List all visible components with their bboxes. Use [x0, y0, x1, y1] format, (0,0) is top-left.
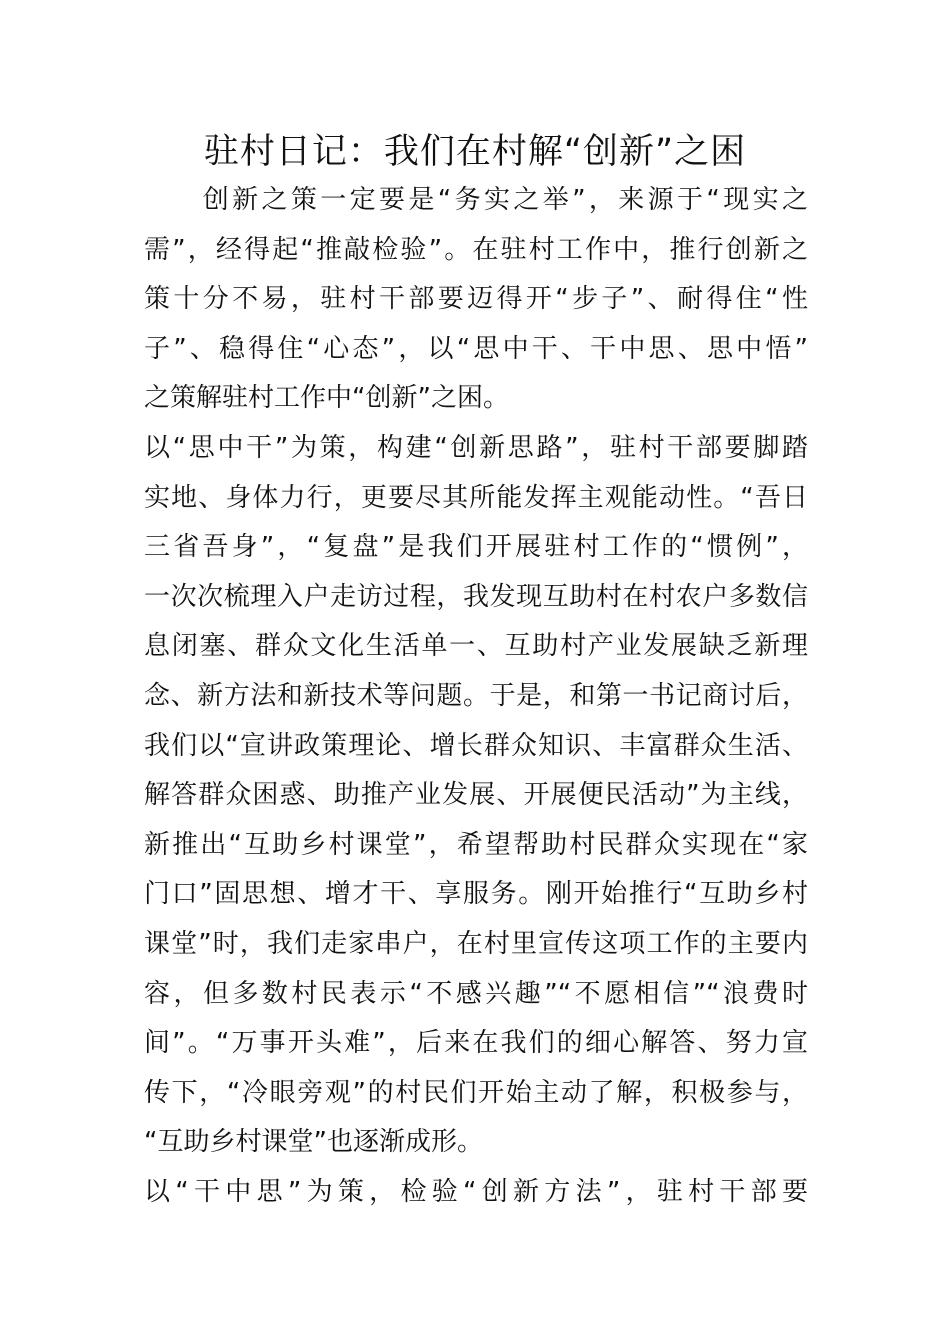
document-body — [144, 176, 808, 1217]
body-line: 息闭塞、群众文化生活单一、互助村产业发展缺乏新理 — [144, 631, 808, 662]
body-line: 之策解驻村工作中“创新”之困。 — [144, 383, 509, 414]
body-line: 实地、身体力行，更要尽其所能发挥主观能动性。“吾日 — [144, 482, 808, 513]
body-line: 我们以“宣讲政策理论、增长群众知识、丰富群众生活、 — [144, 730, 808, 761]
body-line: 课堂”时，我们走家串户，在村里宣传这项工作的主要内 — [144, 928, 808, 959]
body-line: 一次次梳理入户走访过程，我发现互助村在村农户多数信 — [144, 581, 808, 612]
body-line: 念、新方法和新技术等问题。于是，和第一书记商讨后， — [144, 680, 808, 711]
body-line: 间”。“万事开头难”，后来在我们的细心解答、努力宣 — [144, 1028, 808, 1059]
body-line: 新推出“互助乡村课堂”，希望帮助村民群众实现在“家 — [144, 829, 808, 860]
body-line: 容，但多数村民表示“不感兴趣”“不愿相信”“浪费时 — [144, 978, 808, 1009]
body-line: 门口”固思想、增才干、享服务。刚开始推行“互助乡村 — [144, 879, 808, 910]
body-line: 三省吾身”，“复盘”是我们开展驻村工作的“惯例”， — [144, 532, 808, 563]
body-line: 子”、稳得住“心态”，以“思中干、干中思、思中悟” — [144, 333, 808, 364]
body-line: 解答群众困惑、助推产业发展、开展便民活动”为主线， — [144, 780, 808, 811]
body-line: 传下，“冷眼旁观”的村民们开始主动了解，积极参与， — [144, 1077, 808, 1108]
body-line: 以“思中干”为策，构建“创新思路”，驻村干部要脚踏 — [144, 432, 808, 463]
body-line: 以“干中思”为策，检验“创新方法”，驻村干部要 — [144, 1176, 808, 1207]
document-title: 驻村日记：我们在村解“创新”之困 — [203, 132, 747, 172]
body-line: 需”，经得起“推敲检验”。在驻村工作中，推行创新之 — [144, 234, 808, 265]
body-line: “互助乡村课堂”也逐渐成形。 — [144, 1127, 483, 1158]
body-line: 创新之策一定要是“务实之举”，来源于“现实之 — [144, 185, 808, 215]
body-line: 策十分不易，驻村干部要迈得开“步子”、耐得住“性 — [144, 284, 808, 315]
